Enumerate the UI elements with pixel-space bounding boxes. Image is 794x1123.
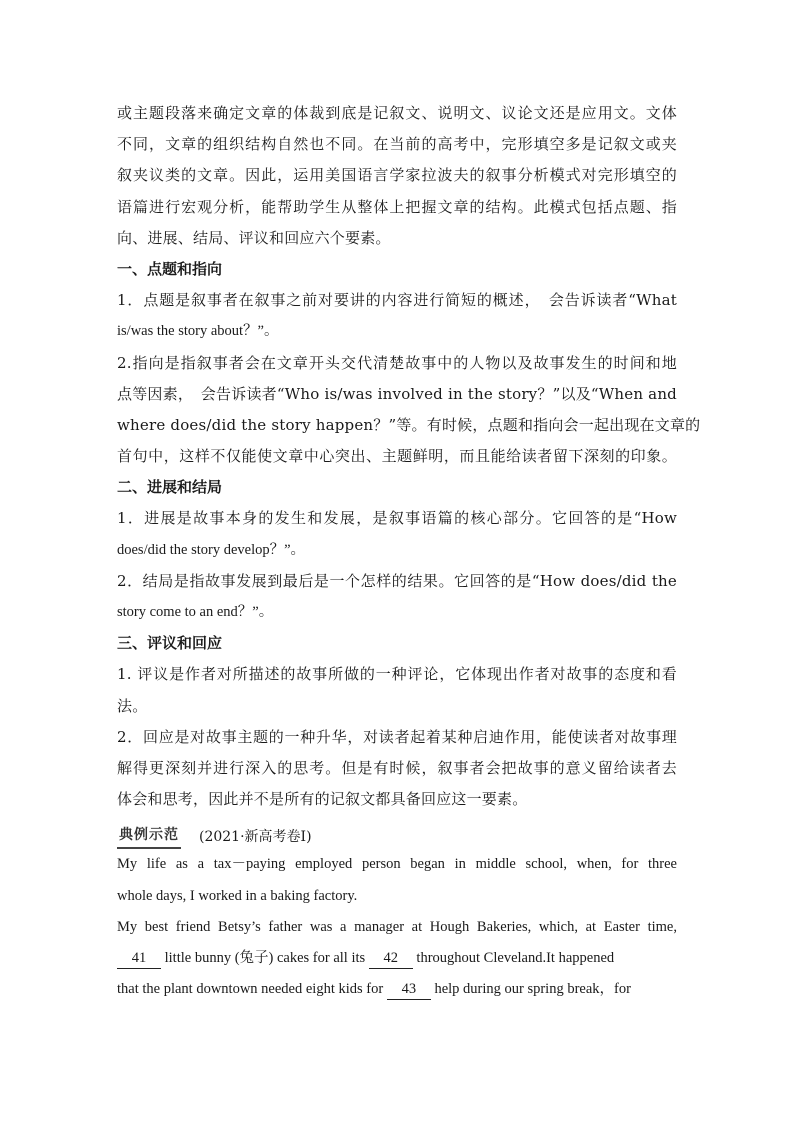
text-line: 1．点题是叙事者在叙事之前对要讲的内容进行简短的概述， 会告诉读者“What <box>117 291 677 310</box>
text-line: does/did the story develop？”。 <box>117 541 306 558</box>
example-label: 典例示范 <box>117 824 181 849</box>
text-line: is/was the story about？”。 <box>117 323 279 340</box>
text-line: 1．进展是故事本身的发生和发展，是叙事语篇的核心部分。它回答的是“How <box>117 509 677 528</box>
text-line: 2.指向是指叙事者会在文章开头交代清楚故事中的人物以及故事发生的时间和地 <box>117 353 677 372</box>
cloze-blank-41[interactable]: 41 <box>117 948 161 969</box>
text-line: 语篇进行宏观分析，能帮助学生从整体上把握文章的结构。此模式包括点题、指 <box>117 197 677 216</box>
text-line: 不同，文章的组织结构自然也不同。在当前的高考中，完形填空多是记叙文或夹 <box>117 135 677 154</box>
text-line: 叙夹议类的文章。因此，运用美国语言学家拉波夫的叙事分析模式对完形填空的 <box>117 166 677 185</box>
example-source: (2021·新高考卷Ⅰ) <box>199 829 312 846</box>
text-line: where does/did the story happen？”等。有时候，点题和指向会一起出现在文章的 <box>117 415 701 434</box>
document-page <box>117 98 701 1005</box>
cloze-blank-42[interactable]: 42 <box>369 948 413 969</box>
cloze-line <box>117 974 677 1005</box>
intro-paragraph <box>117 98 677 254</box>
text-line: 法。 <box>117 696 148 715</box>
section-heading: 二、进展和结局 <box>117 478 223 497</box>
text-fragment: throughout Cleveland.It happened <box>412 949 615 966</box>
text-line: story come to an end？”。 <box>117 604 274 620</box>
example-header <box>117 815 677 849</box>
text-line: 解得更深刻并进行深入的思考。但是有时候，叙事者会把故事的意义留给读者去 <box>117 758 677 777</box>
text-fragment: little bunny (兔子) cakes for all its <box>161 949 369 966</box>
text-line: 2．结局是指故事发展到最后是一个怎样的结果。它回答的是“How does/did the <box>117 571 677 590</box>
text-fragment: that the plant downtown needed eight kids for <box>117 981 387 998</box>
text-fragment: help during our spring break，for <box>430 981 631 998</box>
text-line: 或主题段落来确定文章的体裁到底是记叙文、说明文、议论文还是应用文。文体 <box>117 104 677 122</box>
text-line: 点等因素， 会告诉读者“Who is/was involved in the story？”以及“When and <box>117 384 677 403</box>
text-line: My best friend Betsy’s father was a manager at Hough Bakeries, which, at Easter time, <box>117 918 677 935</box>
cloze-blank-43[interactable]: 43 <box>387 979 431 1000</box>
cloze-line <box>117 943 677 974</box>
text-line: 体会和思考，因此并不是所有的记叙文都具备回应这一要素。 <box>117 790 528 809</box>
section-heading: 一、点题和指向 <box>117 259 223 278</box>
text-line: 1. 评议是作者对所描述的故事所做的一种评论，它体现出作者对故事的态度和看 <box>117 665 677 684</box>
text-line: whole days, I worked in a baking factory. <box>117 887 358 904</box>
text-line: My life as a tax－paying employed person began in middle school, when, for three <box>117 856 677 873</box>
text-line: 向、进展、结局、评议和回应六个要素。 <box>117 228 391 247</box>
text-line: 2．回应是对故事主题的一种升华，对读者起着某种启迪作用，能使读者对故事理 <box>117 727 677 746</box>
section-heading: 三、评议和回应 <box>117 634 223 653</box>
text-line: 首句中，这样不仅能使文章中心突出、主题鲜明，而且能给读者留下深刻的印象。 <box>117 447 677 466</box>
